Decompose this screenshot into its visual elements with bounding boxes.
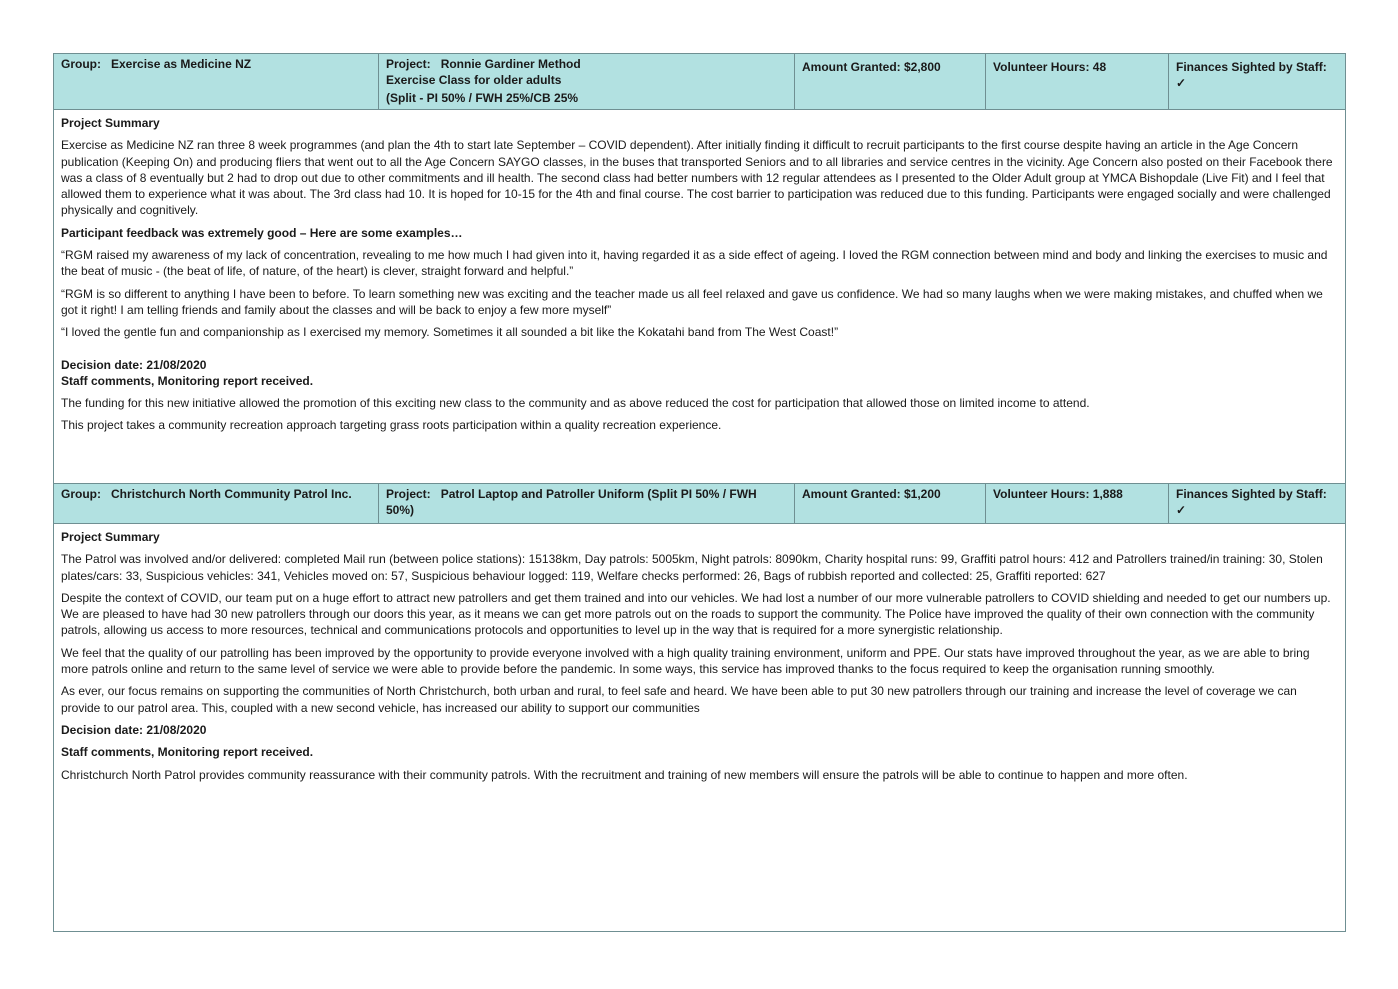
project-label: Project: [386, 57, 431, 71]
decision-date: Decision date: 21/08/2020 [61, 722, 207, 737]
staff-comments-heading: Staff comments, Monitoring report received. [61, 745, 314, 760]
record-body [54, 524, 1346, 932]
group-label: Group: [61, 487, 101, 501]
project-cell [379, 54, 795, 110]
summary-paragraph: Exercise as Medicine NZ ran three 8 week programmes (and plan the 4th to start late September – COVID dependent). After initially finding it difficult to recruit participants to the first course despite having an article in the Age Concern publication (Keeping On) and producing fliers that went out to all the Age Concern SAYGO classes, in the buses that transported Seniors and to all libraries and service centres in the vicinity. Age Concern also posted on their Facebook there was a class of 8 eventually but 2 had to drop out due to other commitments and ill health. The second class had better numbers with 12 regular attendees as I presented to the Older Adult group at YMCA Bishopdale (Live Fit) and I feel that allowed them to experience what it was about. The 3rd class had 10. It is hoped for 10-15 for the 4th and final course. The cost barrier to participation was reduced due to this funding. Participants were engaged socially and were challenged physically and cognitively. [61, 138, 1333, 218]
record-header-row [54, 484, 1346, 524]
feedback-quote: “RGM is so different to anything I have been to before. To learn something new was exciting and the teacher made us all feel relaxed and gave us confidence. We had so many laughs when we were making mistakes, and chuffed when we got it right! I am telling friends and family about the classes and will be back to enjoy a few more myself” [61, 286, 1323, 317]
summary-heading: Project Summary [61, 530, 160, 544]
amount-granted: Amount Granted: $1,200 [795, 484, 986, 524]
staff-comment: Christchurch North Patrol provides community reassurance with their community patrols. With the recruitment and training of new members will ensure the patrols will be able to continue to happen and more often. [61, 767, 1188, 782]
staff-comments-heading: Staff comments, Monitoring report received. [61, 373, 314, 388]
record-header-row [54, 54, 1346, 110]
project-label: Project: [386, 487, 431, 501]
finances-sighted: Finances Sighted by Staff: ✓ [1169, 484, 1346, 524]
funding-record-table [53, 53, 1346, 932]
summary-paragraph: The Patrol was involved and/or delivered: completed Mail run (between police stations): 15138km, Day patrols: 5005km, Night patrols: 8090km, Charity hospital runs: 99, Graffiti patrol hours: 412 and Patrollers trained/in training: 30, Stolen plates/cars: 33, Suspicious vehicles: 341, Vehicles moved on: 57, Suspicious behaviour logged: 119, Welfare checks performed: 26, Bags of rubbish reported and collected: 25, Graffiti reported: 627 [61, 552, 1323, 583]
record-body-row [54, 110, 1346, 484]
group-label: Group: [61, 57, 101, 71]
summary-paragraph: We feel that the quality of our patrolling has been improved by the opportunity to provide everyone involved with a high quality training environment, uniform and PPE. Our stats have improved throughout the year, as we are able to bring more patrols online and return to the same level of service we were able to provide before the pandemic. In some ways, this service has improved thanks to the focus required to keep the organisation running smoothly. [61, 645, 1310, 677]
project-name: Ronnie Gardiner Method [440, 57, 581, 71]
feedback-quote: “RGM raised my awareness of my lack of concentration, revealing to me how much I had given into it, having regarded it as a side effect of ageing. I loved the RGM connection between mind and body and linking the exercises to music and the beat of music - (the beat of life, of nature, of the heart) is clever, straight forward and helpful.” [61, 248, 1328, 279]
feedback-quote: “I loved the gentle fun and companionship as I exercised my memory. Sometimes it all sounded a bit like the Kokatahi band from The West Coast!” [61, 325, 839, 340]
volunteer-hours: Volunteer Hours: 1,888 [986, 484, 1169, 524]
decision-date: Decision date: 21/08/2020 [61, 357, 207, 372]
project-subtitle: Exercise Class for older adults [386, 73, 562, 87]
group-cell [54, 484, 379, 524]
staff-comment: The funding for this new initiative allowed the promotion of this exciting new class to the community and as above reduced the cost for participation that allowed those on limited income to attend. [61, 396, 1090, 411]
funding-report [53, 53, 1345, 932]
project-split: (Split - PI 50% / FWH 25%/CB 25% [386, 91, 579, 105]
amount-granted: Amount Granted: $2,800 [795, 54, 986, 110]
group-name: Christchurch North Community Patrol Inc. [111, 487, 352, 501]
finances-sighted: Finances Sighted by Staff: ✓ [1169, 54, 1346, 110]
feedback-heading: Participant feedback was extremely good – Here are some examples… [61, 225, 463, 240]
group-name: Exercise as Medicine NZ [111, 57, 252, 71]
summary-paragraph: As ever, our focus remains on supporting the communities of North Christchurch, both urban and rural, to feel safe and heard. We have been able to put 30 new patrollers through our training and increase the level of coverage we can provide to our patrol area. This, coupled with a new second vehicle, has increased our ability to support our communities [61, 684, 1297, 715]
volunteer-hours: Volunteer Hours: 48 [986, 54, 1169, 110]
record-body-row [54, 524, 1346, 932]
project-cell [379, 484, 795, 524]
record-body [54, 110, 1346, 484]
staff-comment: This project takes a community recreation approach targeting grass roots participation within a quality recreation experience. [61, 418, 722, 433]
group-cell [54, 54, 379, 110]
project-name: Patrol Laptop and Patroller Uniform (Split PI 50% / FWH 50%) [386, 487, 757, 517]
summary-paragraph: Despite the context of COVID, our team put on a huge effort to attract new patrollers and get them trained and into our vehicles. We had lost a number of our more vulnerable patrollers to COVID shielding and needed to get our numbers up. We are pleased to have had 30 new patrollers through our doors this year, as it means we can get more patrols out on the roads to support the community. The Police have improved the quality of their own connection with the community patrols, allowing us access to more resources, technical and communications protocols and opportunities to level up in the way that is required for a more synergistic relationship. [61, 590, 1331, 638]
summary-heading: Project Summary [61, 116, 160, 130]
